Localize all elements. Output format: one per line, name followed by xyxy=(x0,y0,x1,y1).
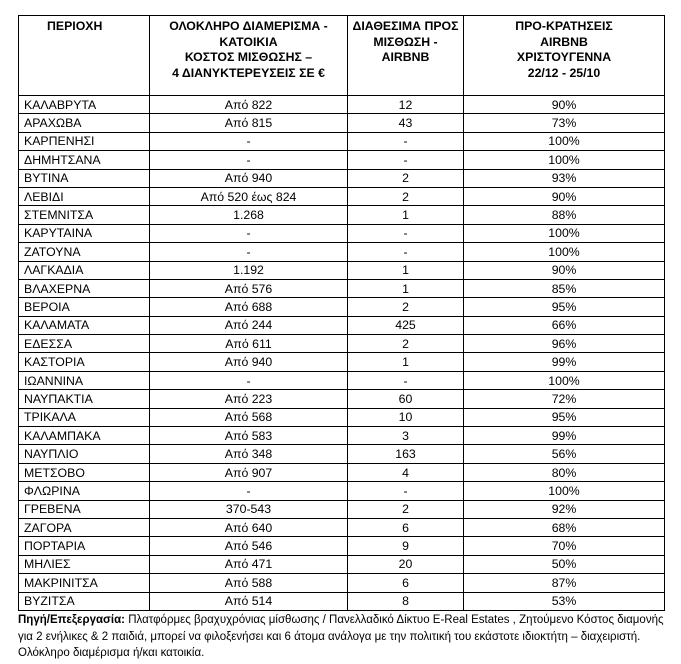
cell-cost: - xyxy=(150,482,348,500)
cell-prebookings: 70% xyxy=(464,537,665,555)
cell-region: ΦΛΩΡΙΝΑ xyxy=(19,482,150,500)
cell-region: ΛΕΒΙΔΙ xyxy=(19,187,150,205)
cell-cost: - xyxy=(150,151,348,169)
cell-region: ΚΑΛΑΜΑΤΑ xyxy=(19,316,150,334)
cell-region: ΝΑΥΠΛΙΟ xyxy=(19,445,150,463)
cell-region: ΛΑΓΚΑΔΙΑ xyxy=(19,261,150,279)
cell-region: ΜΕΤΣΟΒΟ xyxy=(19,463,150,481)
table-row xyxy=(19,537,665,555)
cell-region: ΖΑΤΟΥΝΑ xyxy=(19,243,150,261)
cell-prebookings: 100% xyxy=(464,371,665,389)
table-row xyxy=(19,151,665,169)
table-row xyxy=(19,206,665,224)
cell-cost: Από 348 xyxy=(150,445,348,463)
table-body xyxy=(19,96,665,611)
cell-region: ΤΡΙΚΑΛΑ xyxy=(19,408,150,426)
header-prebookings xyxy=(464,16,665,96)
cell-prebookings: 90% xyxy=(464,187,665,205)
cell-region: ΔΗΜΗΤΣΑΝΑ xyxy=(19,151,150,169)
table-row xyxy=(19,518,665,536)
cell-region: ΚΑΡΥΤΑΙΝΑ xyxy=(19,224,150,242)
cell-available: 163 xyxy=(348,445,464,463)
table-row xyxy=(19,316,665,334)
table-row xyxy=(19,482,665,500)
cell-cost: Από 907 xyxy=(150,463,348,481)
header-prebookings-line: AIRBNB xyxy=(540,34,588,49)
header-prebookings-line: 22/12 - 25/10 xyxy=(527,65,601,80)
table-row xyxy=(19,445,665,463)
table-row xyxy=(19,114,665,132)
cell-prebookings: 100% xyxy=(464,151,665,169)
cell-cost: Από 520 έως 824 xyxy=(150,187,348,205)
cell-cost: - xyxy=(150,132,348,150)
cell-available: 4 xyxy=(348,463,464,481)
header-prebookings-line: ΧΡΙΣΤΟΥΓΕΝΝΑ xyxy=(516,50,612,64)
cell-region: ΖΑΓΟΡΑ xyxy=(19,518,150,536)
header-cost-line: ΚΑΤΟΙΚΙΑ xyxy=(219,34,278,49)
cell-cost: Από 815 xyxy=(150,114,348,132)
table-row xyxy=(19,335,665,353)
table-row xyxy=(19,371,665,389)
cell-available: 6 xyxy=(348,518,464,536)
cell-region: ΠΟΡΤΑΡΙΑ xyxy=(19,537,150,555)
header-cost-line: ΟΛΟΚΛΗΡΟ ΔΙΑΜΕΡΙΣΜΑ - xyxy=(169,19,328,33)
table-row xyxy=(19,574,665,592)
source-note-label: Πηγή/Επεξεργασία: xyxy=(18,614,125,626)
cell-available: 1 xyxy=(348,261,464,279)
cell-prebookings: 66% xyxy=(464,316,665,334)
cell-cost: 1.268 xyxy=(150,206,348,224)
cell-prebookings: 95% xyxy=(464,298,665,316)
table-row xyxy=(19,132,665,150)
cell-cost: Από 588 xyxy=(150,574,348,592)
cell-available: 2 xyxy=(348,298,464,316)
cell-prebookings: 80% xyxy=(464,463,665,481)
cell-available: - xyxy=(348,132,464,150)
cell-prebookings: 93% xyxy=(464,169,665,187)
header-cost-line: ΚΟΣΤΟΣ ΜΙΣΘΩΣΗΣ – xyxy=(184,50,313,64)
cell-region: ΒΕΡΟΙΑ xyxy=(19,298,150,316)
table-row xyxy=(19,243,665,261)
cell-cost: Από 940 xyxy=(150,169,348,187)
header-available xyxy=(348,16,464,96)
cell-cost: Από 688 xyxy=(150,298,348,316)
cell-available: 2 xyxy=(348,187,464,205)
cell-prebookings: 99% xyxy=(464,353,665,371)
cell-region: ΑΡΑΧΩΒΑ xyxy=(19,114,150,132)
cell-region: ΒΥΤΙΝΑ xyxy=(19,169,150,187)
cell-region: ΕΔΕΣΣΑ xyxy=(19,335,150,353)
cell-available: 1 xyxy=(348,353,464,371)
cell-available: 9 xyxy=(348,537,464,555)
cell-prebookings: 100% xyxy=(464,482,665,500)
cell-available: 3 xyxy=(348,427,464,445)
table-row xyxy=(19,261,665,279)
header-cost-line: 4 ΔΙΑΝΥΚΤΕΡΕΥΣΕΙΣ ΣΕ € xyxy=(172,65,325,80)
cell-cost: 1.192 xyxy=(150,261,348,279)
table-row xyxy=(19,390,665,408)
cell-cost: 370-543 xyxy=(150,500,348,518)
cell-prebookings: 88% xyxy=(464,206,665,224)
cell-cost: Από 244 xyxy=(150,316,348,334)
cell-available: - xyxy=(348,243,464,261)
cell-available: - xyxy=(348,482,464,500)
table-row xyxy=(19,224,665,242)
header-region-line: ΠΕΡΙΟΧΗ xyxy=(47,19,103,33)
cell-available: 20 xyxy=(348,555,464,573)
header-cost xyxy=(150,16,348,96)
cell-cost: - xyxy=(150,243,348,261)
header-available-line: AIRBNB xyxy=(381,50,430,64)
table-row xyxy=(19,408,665,426)
cell-available: 2 xyxy=(348,500,464,518)
cell-cost: Από 822 xyxy=(150,96,348,114)
cell-available: 10 xyxy=(348,408,464,426)
cell-prebookings: 99% xyxy=(464,427,665,445)
cell-cost: Από 640 xyxy=(150,518,348,536)
table-row xyxy=(19,187,665,205)
cell-available: 425 xyxy=(348,316,464,334)
source-note-text: Πλατφόρμες βραχυχρόνιας μίσθωσης / Πανελλαδικό Δίκτυο E-Real Estates , Ζητούμενο Κόστος διαμονής για 2 ενήλικες & 2 παιδιά, μπορεί να φιλοξενήσει και 6 άτομα ανάλογα με την πολιτική του εκάστοτε ιδιοκτήτη – διαχειριστή. Ολόκληρο διαμέρισμα ή/και κατοικία. xyxy=(18,614,664,659)
cell-available: 8 xyxy=(348,592,464,610)
cell-prebookings: 72% xyxy=(464,390,665,408)
cell-available: 2 xyxy=(348,335,464,353)
table-row xyxy=(19,500,665,518)
cell-region: ΚΑΛΑΒΡΥΤΑ xyxy=(19,96,150,114)
cell-region: ΒΛΑΧΕΡΝΑ xyxy=(19,279,150,297)
cell-cost: - xyxy=(150,224,348,242)
cell-prebookings: 100% xyxy=(464,224,665,242)
cell-prebookings: 100% xyxy=(464,132,665,150)
cell-region: ΝΑΥΠΑΚΤΙΑ xyxy=(19,390,150,408)
cell-prebookings: 90% xyxy=(464,261,665,279)
cell-cost: Από 568 xyxy=(150,408,348,426)
header-region xyxy=(19,16,150,96)
table-row xyxy=(19,427,665,445)
cell-region: ΚΑΛΑΜΠΑΚΑ xyxy=(19,427,150,445)
cell-cost: - xyxy=(150,371,348,389)
cell-prebookings: 87% xyxy=(464,574,665,592)
cell-available: 2 xyxy=(348,169,464,187)
cell-available: 60 xyxy=(348,390,464,408)
cell-prebookings: 85% xyxy=(464,279,665,297)
cell-available: 12 xyxy=(348,96,464,114)
cell-prebookings: 73% xyxy=(464,114,665,132)
table-row xyxy=(19,463,665,481)
cell-cost: Από 546 xyxy=(150,537,348,555)
cell-prebookings: 95% xyxy=(464,408,665,426)
cell-region: ΚΑΡΠΕΝΗΣΙ xyxy=(19,132,150,150)
cell-prebookings: 53% xyxy=(464,592,665,610)
cell-prebookings: 92% xyxy=(464,500,665,518)
cell-region: ΜΗΛΙΕΣ xyxy=(19,555,150,573)
cell-cost: Από 611 xyxy=(150,335,348,353)
cell-region: ΜΑΚΡΙΝΙΤΣΑ xyxy=(19,574,150,592)
cell-prebookings: 100% xyxy=(464,243,665,261)
cell-available: 6 xyxy=(348,574,464,592)
cell-cost: Από 583 xyxy=(150,427,348,445)
cell-region: ΓΡΕΒΕΝΑ xyxy=(19,500,150,518)
cell-available: - xyxy=(348,224,464,242)
table-row xyxy=(19,279,665,297)
cell-cost: Από 576 xyxy=(150,279,348,297)
cell-cost: Από 223 xyxy=(150,390,348,408)
cell-prebookings: 50% xyxy=(464,555,665,573)
header-prebookings-line: ΠΡΟ-ΚΡΑΤΗΣΕΙΣ xyxy=(515,19,613,33)
cell-available: 43 xyxy=(348,114,464,132)
cell-region: ΚΑΣΤΟΡΙΑ xyxy=(19,353,150,371)
table-row xyxy=(19,169,665,187)
cell-cost: Από 940 xyxy=(150,353,348,371)
header-row xyxy=(19,16,665,96)
table-row xyxy=(19,592,665,610)
cell-region: ΙΩΑΝΝΙΝΑ xyxy=(19,371,150,389)
cell-region: ΣΤΕΜΝΙΤΣΑ xyxy=(19,206,150,224)
table-row xyxy=(19,96,665,114)
cell-available: 1 xyxy=(348,279,464,297)
cell-cost: Από 514 xyxy=(150,592,348,610)
header-available-line: ΜΙΣΘΩΣΗ - xyxy=(373,34,438,49)
cell-cost: Από 471 xyxy=(150,555,348,573)
rental-table xyxy=(18,15,665,611)
cell-region: ΒΥΖΙΤΣΑ xyxy=(19,592,150,610)
cell-prebookings: 90% xyxy=(464,96,665,114)
table-row xyxy=(19,555,665,573)
table-row xyxy=(19,353,665,371)
cell-available: 1 xyxy=(348,206,464,224)
cell-prebookings: 68% xyxy=(464,518,665,536)
header-available-line: ΔΙΑΘΕΣΙΜΑ ΠΡΟΣ xyxy=(352,19,459,33)
cell-available: - xyxy=(348,371,464,389)
cell-available: - xyxy=(348,151,464,169)
source-note xyxy=(18,612,668,662)
cell-prebookings: 96% xyxy=(464,335,665,353)
cell-prebookings: 56% xyxy=(464,445,665,463)
table-row xyxy=(19,298,665,316)
